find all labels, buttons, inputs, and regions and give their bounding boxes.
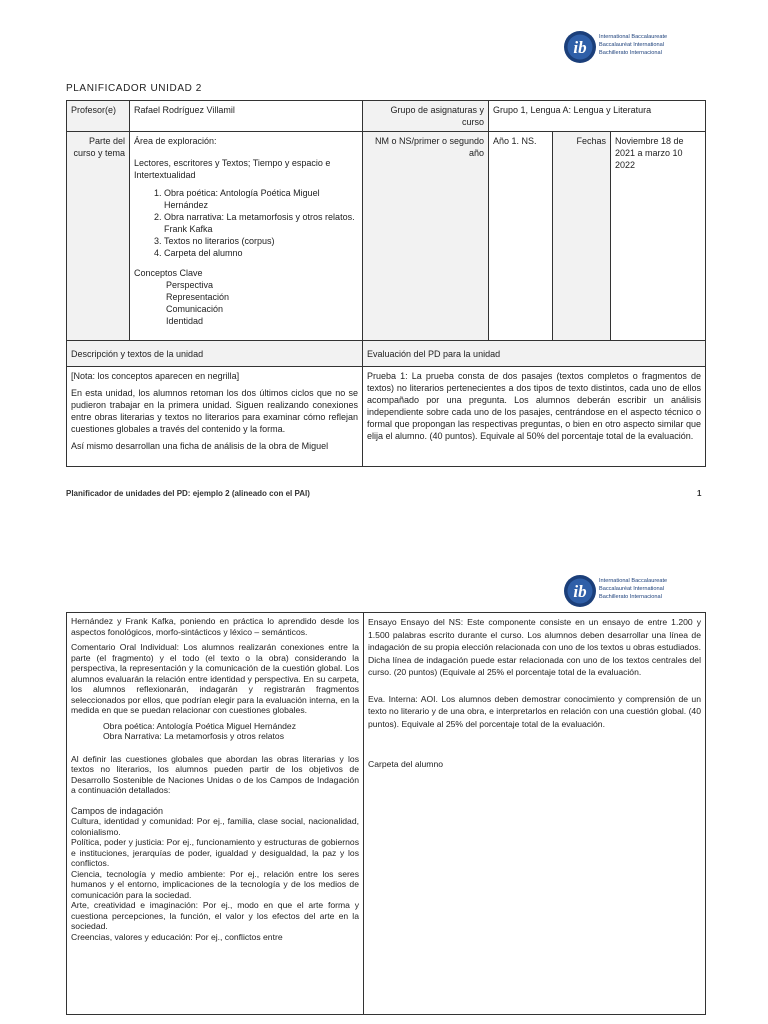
descripcion-paragraph: Así mismo desarrollan una ficha de análisis de la obra de Miguel (71, 441, 329, 451)
table-row (67, 341, 706, 367)
logo-line-2: Baccalauréat International (599, 586, 664, 592)
logo-line-1: International Baccalaureate (599, 34, 668, 40)
list-item: 2. Obra narrativa: La metamorfosis y otros relatos. Frank Kafka (164, 211, 358, 235)
page-number: 1 (697, 489, 702, 498)
comentario-oral-paragraph: Comentario Oral Individual: Los alumnos realizarán conexiones entre la parte (el fragmento) y el todo (el texto o la obra) considerando la perspectiva, la representación y la comunicación de la cuestión global. Los alumnos evaluarán la relación entre identidad y perspectiva. En su carpeta, los alumnos reflexionarán, indagarán y registrarán fragmentos seleccionados por ellos, que podrían elegir para la evaluación interna, en la medida en que se puedan relacionar con cuestiones globales. (71, 642, 359, 715)
page-title: PLANIFICADOR UNIDAD 2 (66, 83, 202, 94)
table-row (67, 613, 706, 1015)
obras-list (134, 187, 358, 259)
campo-item: Ciencia, tecnología y medio ambiente: Por ej., relación entre los seres humanos y el entorno, implicaciones de la tecnología y de los medios de comunicación para la sociedad. (71, 868, 359, 900)
evaluacion-cell (363, 367, 706, 467)
ensayo-paragraph: Ensayo Ensayo del NS: Este componente consiste en un ensayo de entre 1.200 y 1.500 palabras escrito durante el curso. Los alumnos deben desarrollar una línea de indagación de su propia elección relacionada con uno de los textos u obras estudiados. Dicha línea de indagación puede estar relacionada con uno de los textos centrales del curso. (20 puntos) (Equivale al 25% el porcentaje total de la evaluación. (368, 617, 701, 677)
table-row (67, 132, 706, 341)
nivel-value: Año 1. NS. (489, 132, 553, 341)
conceptos-label: Conceptos Clave (134, 268, 203, 278)
logo-line-1: International Baccalaureate (599, 578, 668, 584)
fechas-label: Fechas (553, 132, 611, 341)
campo-item: Cultura, identidad y comunidad: Por ej., familia, clase social, nacionalidad, colonialismo. (71, 816, 359, 837)
evaluacion-header: Evaluación del PD para la unidad (363, 341, 706, 367)
campo-item: Creencias, valores y educación: Por ej., conflictos entre (71, 931, 283, 942)
footer-text: Planificador de unidades del PD: ejemplo 2 (alineado con el PAI) (66, 489, 310, 498)
nota-text: [Nota: los conceptos aparecen en negrilla] (71, 371, 240, 381)
svg-text:ib: ib (573, 582, 587, 601)
table-row (67, 101, 706, 132)
list-item: 3. Textos no literarios (corpus) (164, 235, 358, 247)
evaluacion-cell (364, 613, 706, 1015)
carpeta-label: Carpeta del alumno (368, 759, 444, 769)
logo-line-3: Bachillerato Internacional (599, 50, 662, 56)
eva-interna-paragraph: Eva. Interna: AOI. Los alumnos deben demostrar conocimiento y comprensión de un texto no literario y de una obra, e interpretarlos en relación con una cuestión global. (40 puntos). Equivale al 25% del porcentaje total de la evaluación. (368, 693, 701, 729)
descripcion-cell (67, 613, 364, 1015)
descripcion-paragraph: Hernández y Frank Kafka, poniendo en práctica lo aprendido desde los aspectos fonológicos, morfo-sintácticos y léxico – semánticos. (71, 616, 359, 637)
list-item: 4. Carpeta del alumno (164, 247, 358, 259)
grupo-value: Grupo 1, Lengua A: Lengua y Literatura (489, 101, 706, 132)
obra-item: Obra Narrativa: La metamorfosis y otros relatos (103, 731, 285, 741)
prueba1-paragraph: Prueba 1: La prueba consta de dos pasajes (textos completos o fragmentos de textos) no literarios pertenecientes a dos tipos de texto distintos, cada uno de ellos acompañado por una pregunta. Los alumnos deberán escribir un análisis independiente sobre cada uno de los pasajes, centrándose en el aspecto técnico o formal que propongan las respectivas preguntas, o bien en otro aspecto similar que elija el alumno. (40 puntos). Equivale al 50% del porcentaje total de la evaluación. (367, 371, 702, 441)
campo-item: Política, poder y justicia: Por ej., funcionamiento y estructuras de gobiernos e instituciones, jerarquías de poder, igualdad y desigualdad, la paz y los conflictos. (71, 837, 359, 868)
campo-item: Arte, creatividad e imaginación: Por ej., modo en que el arte forma y cuestiona percepciones, la función, el valor y los efectos del arte en la sociedad. (71, 900, 359, 931)
profesor-value: Rafael Rodríguez Villamil (130, 101, 363, 132)
planner-table (66, 100, 706, 467)
ib-logo-mark-icon (563, 574, 597, 608)
logo-line-2: Baccalauréat International (599, 42, 664, 48)
document-page-2 (0, 548, 768, 1024)
concepto-item: Representación (166, 292, 230, 302)
planner-table-continued (66, 612, 706, 1015)
ib-logo-mark-icon (563, 30, 597, 64)
parte-label: Parte del curso y tema (67, 132, 130, 341)
svg-text:ib: ib (573, 38, 587, 57)
concepto-item: Perspectiva (166, 280, 214, 290)
descripcion-header: Descripción y textos de la unidad (67, 341, 363, 367)
area-text: Lectores, escritores y Textos; Tiempo y espacio e Intertextualidad (134, 158, 331, 180)
grupo-label: Grupo de asignaturas y curso (363, 101, 489, 132)
ib-logo (563, 30, 681, 66)
area-cell (130, 132, 363, 341)
profesor-label: Profesor(e) (67, 101, 130, 132)
area-label: Área de exploración: (134, 136, 217, 146)
nivel-label: NM o NS/primer o segundo año (363, 132, 489, 341)
fechas-value: Noviembre 18 de 2021 a marzo 10 2022 (611, 132, 706, 341)
cuestiones-paragraph: Al definir las cuestiones globales que abordan las obras literarias y los textos no literarios, los alumnos pueden partir de los objetivos de Desarrollo Sostenible de Naciones Unidas o de los Campos de Indagación a continuación detallados: (71, 753, 359, 795)
logo-line-3: Bachillerato Internacional (599, 594, 662, 600)
ib-logo (563, 574, 681, 610)
obra-item: Obra poética: Antología Poética Miguel Hernández (103, 720, 297, 731)
concepto-item: Identidad (166, 316, 204, 326)
concepto-item: Comunicación (166, 304, 224, 314)
campos-label: Campos de indagación (71, 805, 164, 816)
descripcion-paragraph: En esta unidad, los alumnos retoman los dos últimos ciclos que no se pudieron trabajar en la primera unidad. Siguen realizando conexiones entre obras literarias y textos no literarios para examinar cómo reflejan cuestiones globales a través del contenido y la forma. (71, 388, 358, 434)
descripcion-cell (67, 367, 363, 467)
list-item: 1. Obra poética: Antología Poética Miguel Hernández (164, 187, 358, 211)
table-row (67, 367, 706, 467)
